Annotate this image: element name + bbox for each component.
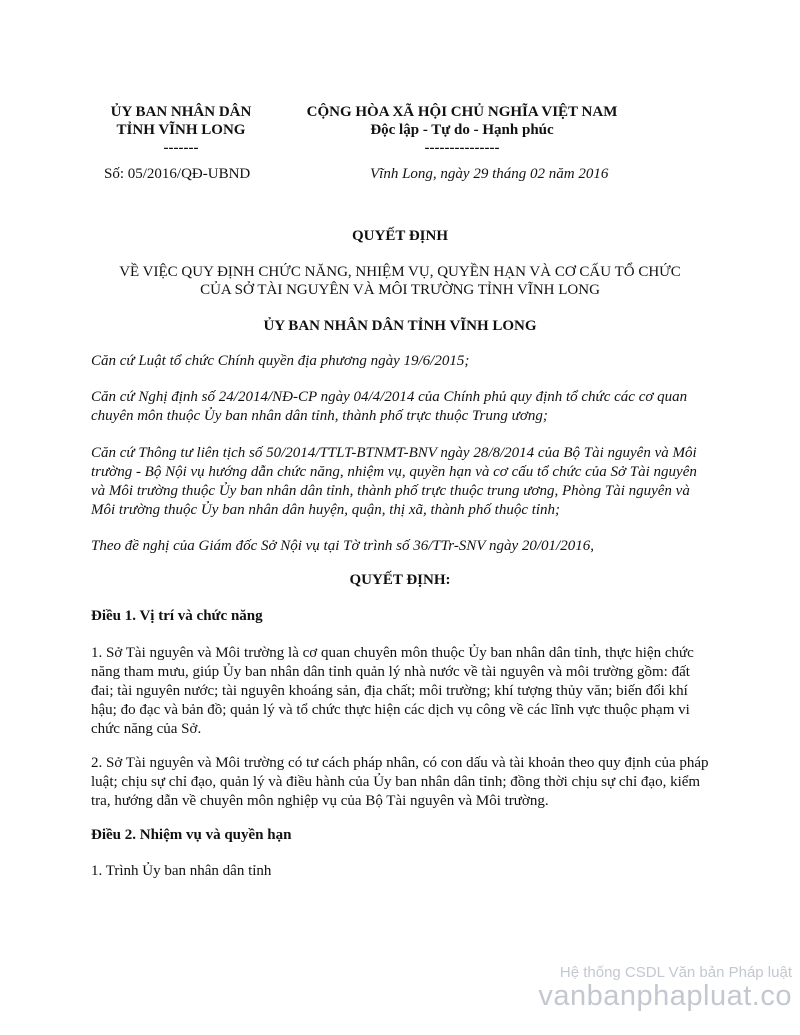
subject-line-1: VỀ VIỆC QUY ĐỊNH CHỨC NĂNG, NHIỆM VỤ, QUYỀN HẠN VÀ CƠ CẤU TỔ CHỨC: [119, 264, 681, 280]
article-1-heading: Điều 1. Vị trí và chức năng: [91, 608, 263, 624]
document-subject: [40, 263, 760, 299]
place-date: Vĩnh Long, ngày 29 tháng 02 năm 2016: [370, 166, 609, 182]
article-1-paragraph-1: 1. Sở Tài nguyên và Môi trường là cơ quan chuyên môn thuộc Ủy ban nhân dân tỉnh, thực hiện chức năng tham mưu, giúp Ủy ban nhân dân tỉnh quản lý nhà nước về tài nguyên và môi trường gồm: đất đai; tài nguyên nước; tài nguyên khoáng sản, địa chất; môi trường; khí tượng thủy văn; biến đổi khí hậu; đo đạc và bản đồ; quản lý và tổ chức thực hiện các dịch vụ công về các lĩnh vực thuộc phạm vi chức năng của Sở.: [91, 645, 694, 737]
org-line-2: TỈNH VĨNH LONG: [116, 122, 246, 138]
preamble-item: Căn cứ Nghị định số 24/2014/NĐ-CP ngày 04/4/2014 của Chính phủ quy định tổ chức các cơ quan chuyên môn thuộc Ủy ban nhân dân tỉnh, thành phố trực thuộc Trung ương;: [91, 389, 688, 424]
national-header: [282, 103, 642, 157]
org-line-1: ỦY BAN NHÂN DÂN: [110, 104, 252, 120]
watermark-line-1: Hệ thống CSDL Văn bản Pháp luật: [559, 964, 792, 981]
nation-title: CỘNG HÒA XÃ HỘI CHỦ NGHĨA VIỆT NAM: [306, 104, 618, 120]
org-separator: -------: [163, 140, 199, 156]
article-2-heading: Điều 2. Nhiệm vụ và quyền hạn: [91, 827, 292, 843]
document-title: QUYẾT ĐỊNH: [352, 228, 448, 244]
preamble-item: Căn cứ Thông tư liên tịch số 50/2014/TTLT-BTNMT-BNV ngày 28/8/2014 của Bộ Tài nguyên và Môi trường - Bộ Nội vụ hướng dẫn chức năng, nhiệm vụ, quyền hạn và cơ cấu tổ chức của Sở Tài nguyên và Môi trường thuộc Ủy ban nhân dân tỉnh, thành phố trực thuộc trung ương, Phòng Tài nguyên và Môi trường thuộc Ủy ban nhân dân huyện, quận, thị xã, thành phố thuộc tỉnh;: [91, 445, 697, 518]
article-1-paragraph-2: 2. Sở Tài nguyên và Môi trường có tư cách pháp nhân, có con dấu và tài khoản theo quy định của pháp luật; chịu sự chỉ đạo, quản lý và điều hành của Ủy ban nhân dân tỉnh; đồng thời chịu sự chỉ đạo, kiểm tra, hướng dẫn về chuyên môn nghiệp vụ của Bộ Tài nguyên và Môi trường.: [91, 755, 709, 809]
issuing-authority: ỦY BAN NHÂN DÂN TỈNH VĨNH LONG: [263, 318, 537, 334]
issuing-body: [88, 103, 274, 157]
watermark-site: vanbanphapluat.co: [538, 980, 792, 1012]
motto: Độc lập - Tự do - Hạnh phúc: [370, 122, 554, 138]
motto-separator: ---------------: [424, 140, 500, 156]
preamble-item: Căn cứ Luật tổ chức Chính quyền địa phương ngày 19/6/2015;: [91, 353, 470, 369]
preamble-item: Theo đề nghị của Giám đốc Sở Nội vụ tại Tờ trình số 36/TTr-SNV ngày 20/01/2016,: [91, 538, 594, 554]
decide-heading: QUYẾT ĐỊNH:: [349, 572, 451, 588]
document-number: Số: 05/2016/QĐ-UBND: [104, 166, 251, 182]
subject-line-2: CỦA SỞ TÀI NGUYÊN VÀ MÔI TRƯỜNG TỈNH VĨNH LONG: [200, 282, 600, 298]
article-2-paragraph-1: 1. Trình Ủy ban nhân dân tỉnh: [91, 863, 272, 879]
